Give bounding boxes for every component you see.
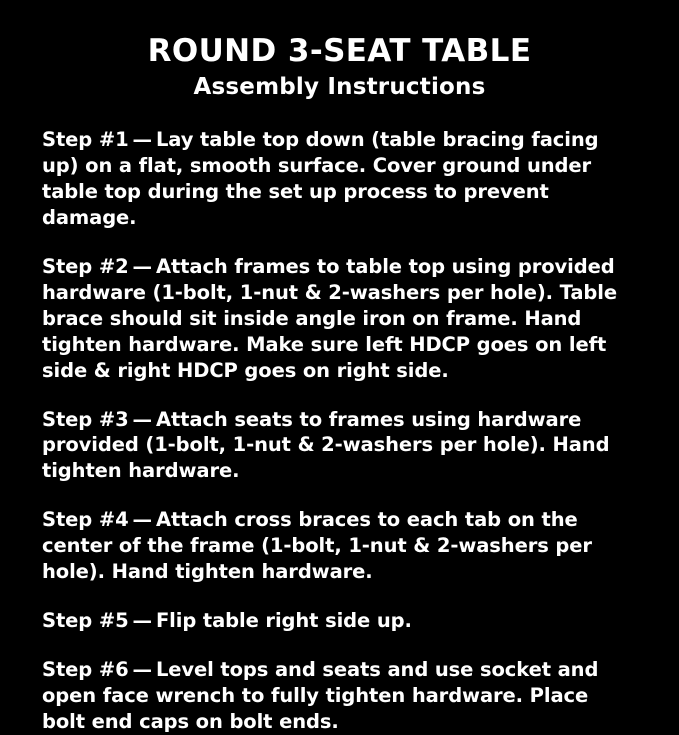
step-text: Flip table right side up. [155, 609, 412, 633]
step-separator: — [132, 609, 152, 633]
step-text: Attach seats to frames using hardware provided (1-bolt, 1-nut & 2-washers per hole). Hand tighten hardware. [42, 407, 610, 483]
list-item [42, 127, 637, 231]
list-item [42, 657, 637, 735]
page-subtitle: Assembly Instructions [193, 73, 486, 100]
step-separator: — [132, 508, 152, 532]
page-title: ROUND 3-SEAT TABLE [147, 33, 532, 69]
step-text: Attach cross braces to each tab on the center of the frame (1-bolt, 1-nut & 2-washers per hole). Hand tighten hardware. [42, 508, 592, 584]
list-item [42, 608, 637, 634]
steps-list [42, 127, 637, 735]
step-label: Step #2 [42, 254, 129, 278]
step-separator: — [132, 128, 152, 152]
step-text: Lay table top down (table bracing facing up) on a flat, smooth surface. Cover ground under table top during the set up process to prevent damage. [42, 128, 599, 229]
step-label: Step #4 [42, 508, 129, 532]
step-label: Step #3 [42, 407, 129, 431]
step-label: Step #6 [42, 657, 129, 681]
list-item [42, 254, 637, 384]
step-separator: — [132, 254, 152, 278]
list-item [42, 407, 637, 485]
step-separator: — [132, 657, 152, 681]
list-item [42, 507, 637, 585]
step-label: Step #5 [42, 609, 129, 633]
step-text: Level tops and seats and use socket and open face wrench to fully tighten hardware. Place bolt end caps on bolt ends. [42, 657, 599, 733]
step-separator: — [132, 407, 152, 431]
step-text: Attach frames to table top using provided hardware (1-bolt, 1-nut & 2-washers per hole). Table brace should sit inside angle iron on frame. Hand tighten hardware. Make sure left HDCP goes on left side & right HDCP goes on right side. [42, 254, 617, 382]
step-label: Step #1 [42, 128, 129, 152]
